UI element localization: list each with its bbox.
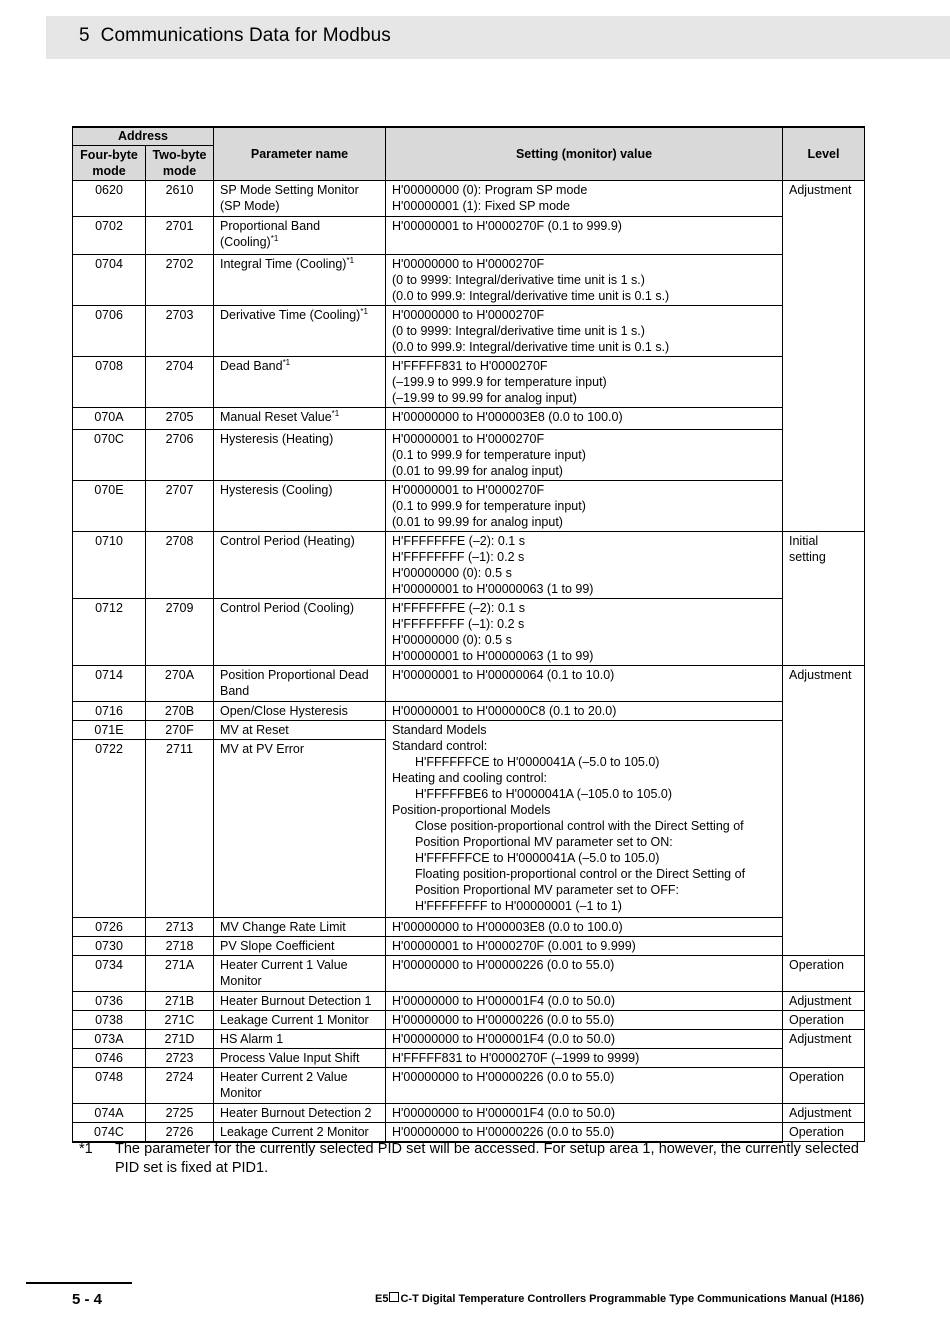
parameter-name-text: PV Slope Coefficient — [220, 938, 335, 953]
four-byte-address: 0714 — [73, 665, 146, 701]
parameter-name-text: SP Mode Setting Monitor (SP Mode) — [220, 182, 359, 213]
level-adjustment: Adjustment — [783, 991, 865, 1010]
setting-value — [386, 598, 783, 665]
table-row — [73, 665, 865, 701]
parameter-name — [214, 1103, 386, 1122]
four-byte-address: 0710 — [73, 531, 146, 598]
parameter-name-text: Heater Burnout Detection 1 — [220, 993, 372, 1008]
parameter-name — [214, 180, 386, 216]
setting-line: H'FFFFFFFF to H'00000001 (–1 to 1) — [415, 898, 622, 913]
table-row — [73, 180, 865, 216]
setting-line: H'00000000 to H'00000226 (0.0 to 55.0) — [392, 1069, 615, 1084]
four-byte-address: 0734 — [73, 955, 146, 991]
table-row — [73, 1103, 865, 1122]
setting-line: H'00000000 to H'000003E8 (0.0 to 100.0) — [392, 919, 623, 934]
setting-line: H'FFFFFFCE to H'0000041A (–5.0 to 105.0) — [415, 850, 660, 865]
parameter-name-header: Parameter name — [214, 127, 386, 180]
setting-value — [386, 429, 783, 480]
table-row — [73, 254, 865, 305]
footnote-mark: *1 — [79, 1141, 93, 1157]
parameter-name — [214, 531, 386, 598]
two-byte-address: 2723 — [146, 1048, 214, 1067]
parameter-name-text: Leakage Current 1 Monitor — [220, 1012, 369, 1027]
setting-value — [386, 305, 783, 356]
four-byte-address: 0726 — [73, 917, 146, 936]
parameter-name-text: Position Proportional Dead Band — [220, 667, 369, 698]
parameter-name — [214, 1122, 386, 1142]
parameter-table — [72, 126, 865, 1143]
parameter-name — [214, 991, 386, 1010]
table-row — [73, 407, 865, 429]
four-byte-address: 0716 — [73, 701, 146, 720]
setting-line: H'00000001 to H'0000270F (0.1 to 999.9) — [392, 218, 622, 233]
setting-line: H'00000001 to H'0000270F — [392, 482, 545, 497]
mv-setting-value — [386, 720, 783, 917]
setting-line: H'00000000 (0): 0.5 s — [392, 632, 512, 647]
setting-value — [386, 1029, 783, 1048]
two-byte-address: 2708 — [146, 531, 214, 598]
setting-line: Standard Models — [392, 722, 487, 737]
footnote — [79, 1140, 859, 1178]
level-initial: Initial setting — [783, 531, 865, 665]
parameter-name — [214, 665, 386, 701]
two-byte-address: 270F — [146, 720, 214, 739]
table-row — [73, 917, 865, 936]
parameter-name — [214, 739, 386, 917]
setting-line: Position Proportional MV parameter set to ON: — [415, 834, 673, 849]
setting-line: H'00000000 to H'000001F4 (0.0 to 50.0) — [392, 993, 615, 1008]
parameter-name — [214, 955, 386, 991]
four-byte-address: 0722 — [73, 739, 146, 917]
parameter-name-text: Control Period (Cooling) — [220, 600, 355, 615]
table-row — [73, 955, 865, 991]
table-row — [73, 1010, 865, 1029]
two-byte-address: 2703 — [146, 305, 214, 356]
table-row — [73, 701, 865, 720]
footnote-text: The parameter for the currently selected PID set will be accessed. For setup area 1, however, the currently selected PID set is fixed at PID1. — [115, 1141, 859, 1176]
table-row — [73, 305, 865, 356]
parameter-name-text: Leakage Current 2 Monitor — [220, 1124, 369, 1139]
parameter-name-text: Proportional Band (Cooling) — [220, 218, 321, 249]
chapter-header — [46, 16, 950, 59]
setting-value — [386, 701, 783, 720]
two-byte-address: 2724 — [146, 1067, 214, 1103]
parameter-name-text: Heater Current 1 Value Monitor — [220, 957, 348, 988]
footnote-ref: *1 — [282, 357, 291, 367]
table-row — [73, 480, 865, 531]
parameter-name — [214, 720, 386, 739]
footnote-ref: *1 — [346, 255, 355, 265]
parameter-name-text: Derivative Time (Cooling) — [220, 307, 361, 322]
table-row — [73, 720, 865, 739]
parameter-name — [214, 216, 386, 254]
setting-line: H'00000000 to H'000001F4 (0.0 to 50.0) — [392, 1105, 615, 1120]
setting-value — [386, 480, 783, 531]
setting-value — [386, 531, 783, 598]
setting-line: H'00000000 to H'0000270F — [392, 307, 545, 322]
setting-value — [386, 180, 783, 216]
setting-value — [386, 917, 783, 936]
parameter-name — [214, 1029, 386, 1048]
setting-line: H'FFFFFFFE (–2): 0.1 s — [392, 533, 525, 548]
setting-value — [386, 991, 783, 1010]
footer-rule — [26, 1282, 132, 1284]
two-byte-address: 271C — [146, 1010, 214, 1029]
two-byte-header: Two-byte mode — [146, 145, 214, 180]
manual-title — [375, 1292, 864, 1305]
setting-line: (–19.99 to 99.99 for analog input) — [392, 390, 577, 405]
four-byte-address: 0704 — [73, 254, 146, 305]
four-byte-address: 071E — [73, 720, 146, 739]
chapter-number: 5 — [79, 25, 90, 46]
parameter-name-text: Dead Band — [220, 358, 283, 373]
setting-value — [386, 356, 783, 407]
four-byte-address: 070E — [73, 480, 146, 531]
setting-line: H'FFFFF831 to H'0000270F — [392, 358, 548, 373]
parameter-name — [214, 598, 386, 665]
table-row — [73, 598, 865, 665]
two-byte-address: 2610 — [146, 180, 214, 216]
level-operation: Operation — [783, 955, 865, 991]
parameter-name — [214, 480, 386, 531]
setting-line: H'00000000 to H'000001F4 (0.0 to 50.0) — [392, 1031, 615, 1046]
table-row — [73, 356, 865, 407]
two-byte-address: 2704 — [146, 356, 214, 407]
setting-value — [386, 1067, 783, 1103]
setting-line: (0.01 to 99.99 for analog input) — [392, 463, 563, 478]
two-byte-address: 270A — [146, 665, 214, 701]
setting-line: H'00000000 to H'0000270F — [392, 256, 545, 271]
level-operation: Operation — [783, 1010, 865, 1029]
setting-line: H'FFFFF831 to H'0000270F (–1999 to 9999) — [392, 1050, 640, 1065]
four-byte-address: 0712 — [73, 598, 146, 665]
page-number: 5 - 4 — [72, 1291, 103, 1308]
parameter-name-text: MV at Reset — [220, 722, 289, 737]
setting-line: (0.1 to 999.9 for temperature input) — [392, 498, 586, 513]
setting-line: H'00000001 (1): Fixed SP mode — [392, 198, 570, 213]
parameter-name-text: MV at PV Error — [220, 741, 305, 756]
chapter-title-text: Communications Data for Modbus — [100, 25, 391, 46]
setting-line: Floating position-proportional control or the Direct Setting of — [415, 866, 746, 881]
parameter-name-text: HS Alarm 1 — [220, 1031, 284, 1046]
level-operation: Operation — [783, 1122, 865, 1142]
level-adjustment: Adjustment — [783, 180, 865, 531]
two-byte-address: 2711 — [146, 739, 214, 917]
four-byte-address: 0730 — [73, 936, 146, 955]
two-byte-address: 271B — [146, 991, 214, 1010]
two-byte-address: 271D — [146, 1029, 214, 1048]
parameter-name — [214, 429, 386, 480]
parameter-name — [214, 917, 386, 936]
footnote-ref: *1 — [331, 408, 340, 418]
setting-value — [386, 936, 783, 955]
setting-line: Position Proportional MV parameter set to OFF: — [415, 882, 679, 897]
two-byte-address: 270B — [146, 701, 214, 720]
four-byte-address: 0748 — [73, 1067, 146, 1103]
setting-line: (0.1 to 999.9 for temperature input) — [392, 447, 586, 462]
table-row — [73, 1048, 865, 1067]
address-header: Address — [73, 127, 214, 145]
parameter-name — [214, 254, 386, 305]
setting-value — [386, 955, 783, 991]
setting-line: H'00000000 to H'00000226 (0.0 to 55.0) — [392, 1124, 615, 1139]
footnote-ref: *1 — [270, 233, 279, 243]
parameter-name — [214, 701, 386, 720]
chapter-title — [79, 25, 391, 47]
table-row — [73, 216, 865, 254]
four-byte-address: 070C — [73, 429, 146, 480]
setting-line: H'FFFFFFCE to H'0000041A (–5.0 to 105.0) — [415, 754, 660, 769]
setting-value — [386, 1103, 783, 1122]
setting-line: H'00000000 (0): Program SP mode — [392, 182, 588, 197]
four-byte-address: 0738 — [73, 1010, 146, 1029]
setting-line: H'00000000 to H'00000226 (0.0 to 55.0) — [392, 957, 615, 972]
parameter-name-text: MV Change Rate Limit — [220, 919, 346, 934]
setting-line: (0.01 to 99.99 for analog input) — [392, 514, 563, 529]
square-placeholder-icon — [389, 1292, 399, 1302]
parameter-name-text: Process Value Input Shift — [220, 1050, 360, 1065]
setting-value — [386, 1010, 783, 1029]
setting-line: (0.0 to 999.9: Integral/derivative time unit is 0.1 s.) — [392, 339, 670, 354]
level-adjustment: Adjustment — [783, 1103, 865, 1122]
parameter-name-text: Hysteresis (Heating) — [220, 431, 334, 446]
two-byte-address: 2706 — [146, 429, 214, 480]
level-adjustment: Adjustment — [783, 1029, 865, 1067]
level-adjustment: Adjustment — [783, 665, 865, 955]
four-byte-address: 074A — [73, 1103, 146, 1122]
two-byte-address: 2705 — [146, 407, 214, 429]
four-byte-address: 0706 — [73, 305, 146, 356]
table-row — [73, 531, 865, 598]
four-byte-address: 074C — [73, 1122, 146, 1142]
table-row — [73, 1067, 865, 1103]
setting-line: H'00000001 to H'0000270F (0.001 to 9.999) — [392, 938, 636, 953]
four-byte-address: 0736 — [73, 991, 146, 1010]
setting-line: H'00000000 to H'00000226 (0.0 to 55.0) — [392, 1012, 615, 1027]
parameter-name-text: Integral Time (Cooling) — [220, 256, 347, 271]
setting-line: Close position-proportional control with the Direct Setting of — [415, 818, 744, 833]
two-byte-address: 2718 — [146, 936, 214, 955]
manual-title-prefix: E5 — [375, 1293, 389, 1305]
setting-line: (0.0 to 999.9: Integral/derivative time unit is 0.1 s.) — [392, 288, 670, 303]
four-byte-header: Four-byte mode — [73, 145, 146, 180]
parameter-name-text: Manual Reset Value — [220, 409, 332, 424]
setting-line: (0 to 9999: Integral/derivative time unit is 1 s.) — [392, 323, 645, 338]
parameter-name — [214, 1048, 386, 1067]
level-operation: Operation — [783, 1067, 865, 1103]
table-row — [73, 1029, 865, 1048]
setting-value — [386, 665, 783, 701]
table-row — [73, 936, 865, 955]
four-byte-address: 0708 — [73, 356, 146, 407]
parameter-name — [214, 1067, 386, 1103]
setting-line: H'00000001 to H'0000270F — [392, 431, 545, 446]
footnote-ref: *1 — [360, 306, 368, 316]
parameter-name-text: Hysteresis (Cooling) — [220, 482, 333, 497]
two-byte-address: 271A — [146, 955, 214, 991]
parameter-name — [214, 1010, 386, 1029]
setting-line: H'FFFFFBE6 to H'0000041A (–105.0 to 105.0) — [415, 786, 672, 801]
two-byte-address: 2709 — [146, 598, 214, 665]
setting-line: H'00000001 to H'000000C8 (0.1 to 20.0) — [392, 703, 617, 718]
setting-line: H'00000001 to H'00000064 (0.1 to 10.0) — [392, 667, 615, 682]
two-byte-address: 2726 — [146, 1122, 214, 1142]
setting-line: H'FFFFFFFE (–2): 0.1 s — [392, 600, 525, 615]
setting-line: H'00000001 to H'00000063 (1 to 99) — [392, 581, 594, 596]
setting-line: H'FFFFFFFF (–1): 0.2 s — [392, 549, 525, 564]
four-byte-address: 0746 — [73, 1048, 146, 1067]
setting-value — [386, 1048, 783, 1067]
setting-line: H'00000001 to H'00000063 (1 to 99) — [392, 648, 594, 663]
table-row — [73, 991, 865, 1010]
setting-value — [386, 216, 783, 254]
four-byte-address: 0620 — [73, 180, 146, 216]
setting-value — [386, 254, 783, 305]
setting-line: Position-proportional Models — [392, 802, 551, 817]
setting-value — [386, 1122, 783, 1142]
two-byte-address: 2707 — [146, 480, 214, 531]
level-header: Level — [783, 127, 865, 180]
parameter-name-text: Open/Close Hysteresis — [220, 703, 348, 718]
manual-title-suffix: C-T Digital Temperature Controllers Programmable Type Communications Manual (H186) — [400, 1293, 864, 1305]
setting-line: H'FFFFFFFF (–1): 0.2 s — [392, 616, 525, 631]
setting-line: Heating and cooling control: — [392, 770, 547, 785]
setting-line: H'00000000 (0): 0.5 s — [392, 565, 512, 580]
parameter-name — [214, 305, 386, 356]
two-byte-address: 2713 — [146, 917, 214, 936]
setting-line: H'00000000 to H'000003E8 (0.0 to 100.0) — [392, 409, 623, 424]
setting-value-header: Setting (monitor) value — [386, 127, 783, 180]
parameter-name-text: Heater Current 2 Value Monitor — [220, 1069, 348, 1100]
four-byte-address: 073A — [73, 1029, 146, 1048]
parameter-name — [214, 356, 386, 407]
parameter-name-text: Control Period (Heating) — [220, 533, 355, 548]
two-byte-address: 2725 — [146, 1103, 214, 1122]
setting-line: Standard control: — [392, 738, 488, 753]
setting-line: (0 to 9999: Integral/derivative time unit is 1 s.) — [392, 272, 645, 287]
parameter-name — [214, 407, 386, 429]
parameter-name — [214, 936, 386, 955]
two-byte-address: 2702 — [146, 254, 214, 305]
two-byte-address: 2701 — [146, 216, 214, 254]
table-row — [73, 1122, 865, 1142]
four-byte-address: 070A — [73, 407, 146, 429]
setting-line: (–199.9 to 999.9 for temperature input) — [392, 374, 607, 389]
table-row — [73, 429, 865, 480]
parameter-name-text: Heater Burnout Detection 2 — [220, 1105, 372, 1120]
four-byte-address: 0702 — [73, 216, 146, 254]
setting-value — [386, 407, 783, 429]
